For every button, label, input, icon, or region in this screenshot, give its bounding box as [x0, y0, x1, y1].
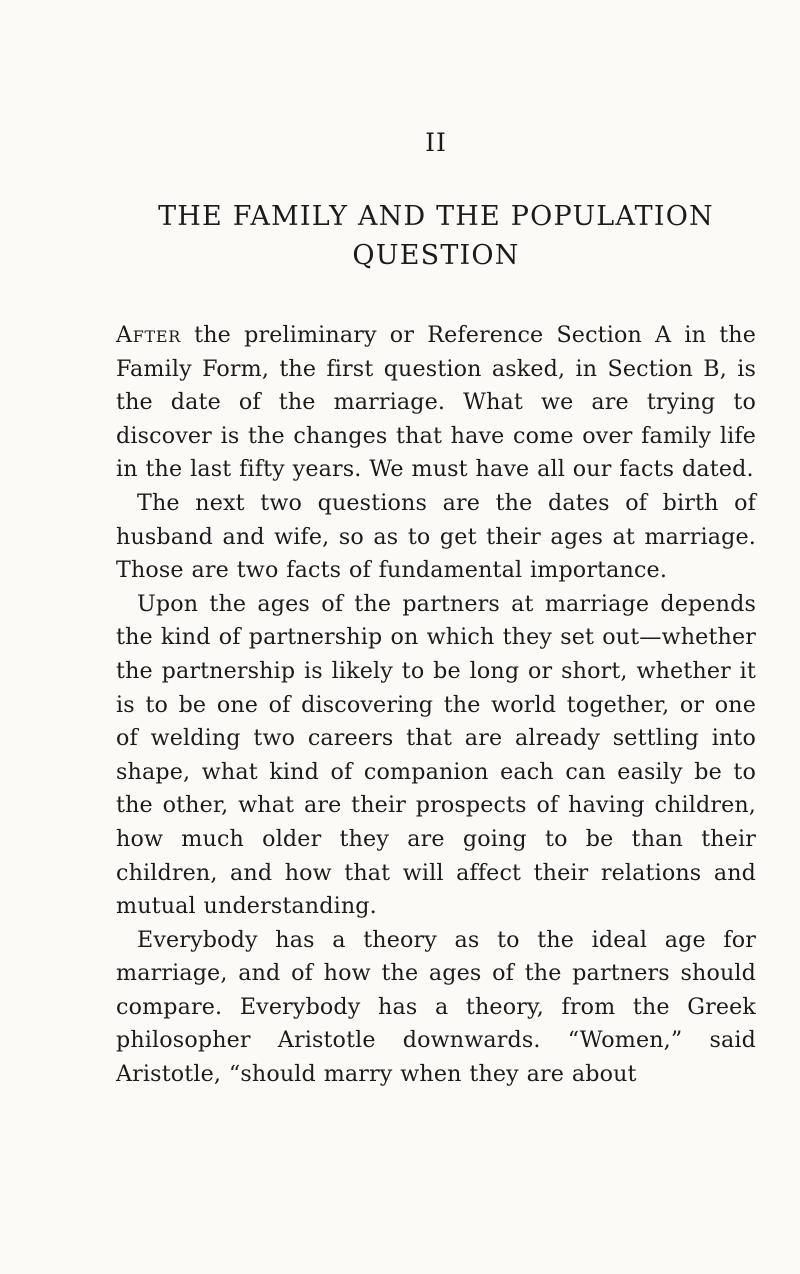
book-page — [116, 128, 756, 1092]
paragraph-1 — [116, 319, 756, 487]
paragraph-4: Everybody has a theory as to the ideal age for marriage, and of how the ages of the partners should compare. Everybody has a theory, from the Greek philosopher Aristotle downwards. “Women,” said Aristotle, “should marry when they are about — [116, 926, 756, 1088]
paragraph-3: Upon the ages of the partners at marriage depends the kind of partnership on which they set out—whether the partnership is likely to be long or short, whether it is to be one of discovering the world together, or one of welding two careers that are already settling into shape, what kind of companion each can easily be to the other, what are their prospects of having children, how much older they are going to be than their children, and how that will affect their relations and mutual understanding. — [116, 590, 756, 920]
paragraph-1-text: the preliminary or Reference Section A in the Family Form, the first question asked, in Section B, is the date of the marriage. What we are trying to discover is the changes that have come over family life in the last fifty years. We must have all our facts dated. — [116, 322, 756, 483]
lead-word: After — [116, 322, 182, 348]
chapter-title-line-2: QUESTION — [352, 240, 520, 271]
chapter-title — [116, 197, 756, 275]
paragraph-2: The next two questions are the dates of birth of husband and wife, so as to get their ages at marriage. Those are two facts of fundamental importance. — [116, 489, 756, 584]
chapter-title-line-1: THE FAMILY AND THE POPULATION — [158, 201, 714, 232]
chapter-number: II — [425, 128, 447, 157]
